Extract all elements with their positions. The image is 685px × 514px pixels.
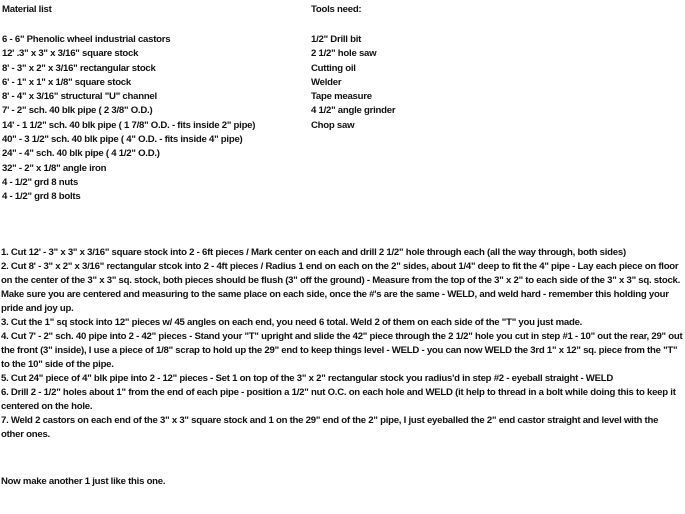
material-item: 6' - 1" x 1" x 1/8" square stock bbox=[2, 76, 131, 88]
material-list-heading: Material list bbox=[2, 4, 52, 15]
material-item: 40" - 3 1/2" sch. 40 blk pipe ( 4" O.D. - fits inside 4" pipe) bbox=[2, 134, 243, 146]
material-item: 8' - 3" x 2" x 3/16" rectangular stock bbox=[2, 62, 156, 74]
tools-list bbox=[311, 3, 511, 133]
instruction-step: 5. Cut 24" piece of 4" blk pipe into 2 - 12" pieces - Set 1 on top of the 3" x 2" rectangular stock you radius'd in step #2 - eyeball straight - WELD bbox=[1, 373, 614, 384]
tool-item: 1/2" Drill bit bbox=[311, 34, 362, 45]
material-item: 12' .3" x 3" x 3/16" square stock bbox=[2, 48, 139, 60]
closing-note: Now make another 1 just like this one. bbox=[1, 476, 166, 487]
material-item: 8' - 4" x 3/16" structural "U" channel bbox=[2, 91, 157, 103]
material-item: 24" - 4" sch. 40 blk pipe ( 4 1/2" O.D.) bbox=[2, 148, 160, 160]
material-item: 14' - 1 1/2" sch. 40 blk pipe ( 1 7/8" O.D. - fits inside 2" pipe) bbox=[2, 119, 256, 131]
material-item: 6 - 6" Phenolic wheel industrial castors bbox=[2, 34, 171, 45]
material-item: 4 - 1/2" grd 8 bolts bbox=[2, 191, 81, 203]
heading-spacer bbox=[311, 17, 511, 33]
tool-item: Chop saw bbox=[311, 119, 355, 131]
tool-item: Tape measure bbox=[311, 91, 372, 103]
tool-item: Welder bbox=[311, 76, 342, 88]
heading-spacer bbox=[2, 17, 302, 33]
tool-item: 4 1/2" angle grinder bbox=[311, 105, 396, 117]
instruction-step: 3. Cut the 1" sq stock into 12" pieces w/ 45 angles on each end, you need 6 total. Weld 2 of them on each side of the "T" you just made. bbox=[1, 317, 583, 328]
instructions bbox=[1, 246, 683, 442]
instruction-step: 6. Drill 2 - 1/2" holes about 1" from the end of each pipe - position a 1/2" nut O.C. on each hole and WELD (it help to thread in a bolt while doing this to keep it centered on the hole. bbox=[1, 387, 676, 412]
material-item: 4 - 1/2" grd 8 nuts bbox=[2, 176, 79, 188]
material-list bbox=[2, 3, 302, 205]
instruction-step: 4. Cut 7' - 2" sch. 40 pipe into 2 - 42" pieces - Stand your "T" upright and slide the 42" piece through the 2 1/2" hole you cut in step #1 - 10" out the rear, 29" out the front (3" inside), I use a piece of 1/8" scrap to hold up the 29" end to keep things level - WELD - you can now WELD the 3rd 1" x 12" sq. piece from the "T" to the 10" side of the pipe. bbox=[1, 331, 683, 370]
material-item: 7' - 2" sch. 40 blk pipe ( 2 3/8" O.D.) bbox=[2, 105, 153, 117]
instruction-step: 1. Cut 12' - 3" x 3" x 3/16" square stock into 2 - 6ft pieces / Mark center on each and drill 2 1/2" hole through each (all the way through, both sides) bbox=[1, 247, 626, 258]
instruction-step: 7. Weld 2 castors on each end of the 3" x 3" square stock and 1 on the 29" end of the 2" pipe, I just eyeballed the 2" end castor straight and level with the other ones. bbox=[1, 415, 659, 440]
tools-list-heading: Tools need: bbox=[311, 4, 362, 15]
tool-item: 2 1/2" hole saw bbox=[311, 48, 377, 60]
material-item: 32" - 2" x 1/8" angle iron bbox=[2, 162, 107, 174]
tool-item: Cutting oil bbox=[311, 62, 356, 74]
instruction-step: 2. Cut 8' - 3" x 2" x 3/16" rectangular stcok into 2 - 4ft pieces / Radius 1 end on each on the 2" sides, about 1/4" deep to fit the 4" pipe - Lay each piece on floor on the center of the 3" x 3" sq. stock, both pieces should be flush (3" off the ground) - Measure from the top of the 3" x 2" to each side of the 3" x 3" sq. stock. Make sure you are centered and measuring to the same place on each side, once the #'s are the same - WELD, and weld hard - remember this holding your pride and joy up. bbox=[1, 261, 681, 314]
